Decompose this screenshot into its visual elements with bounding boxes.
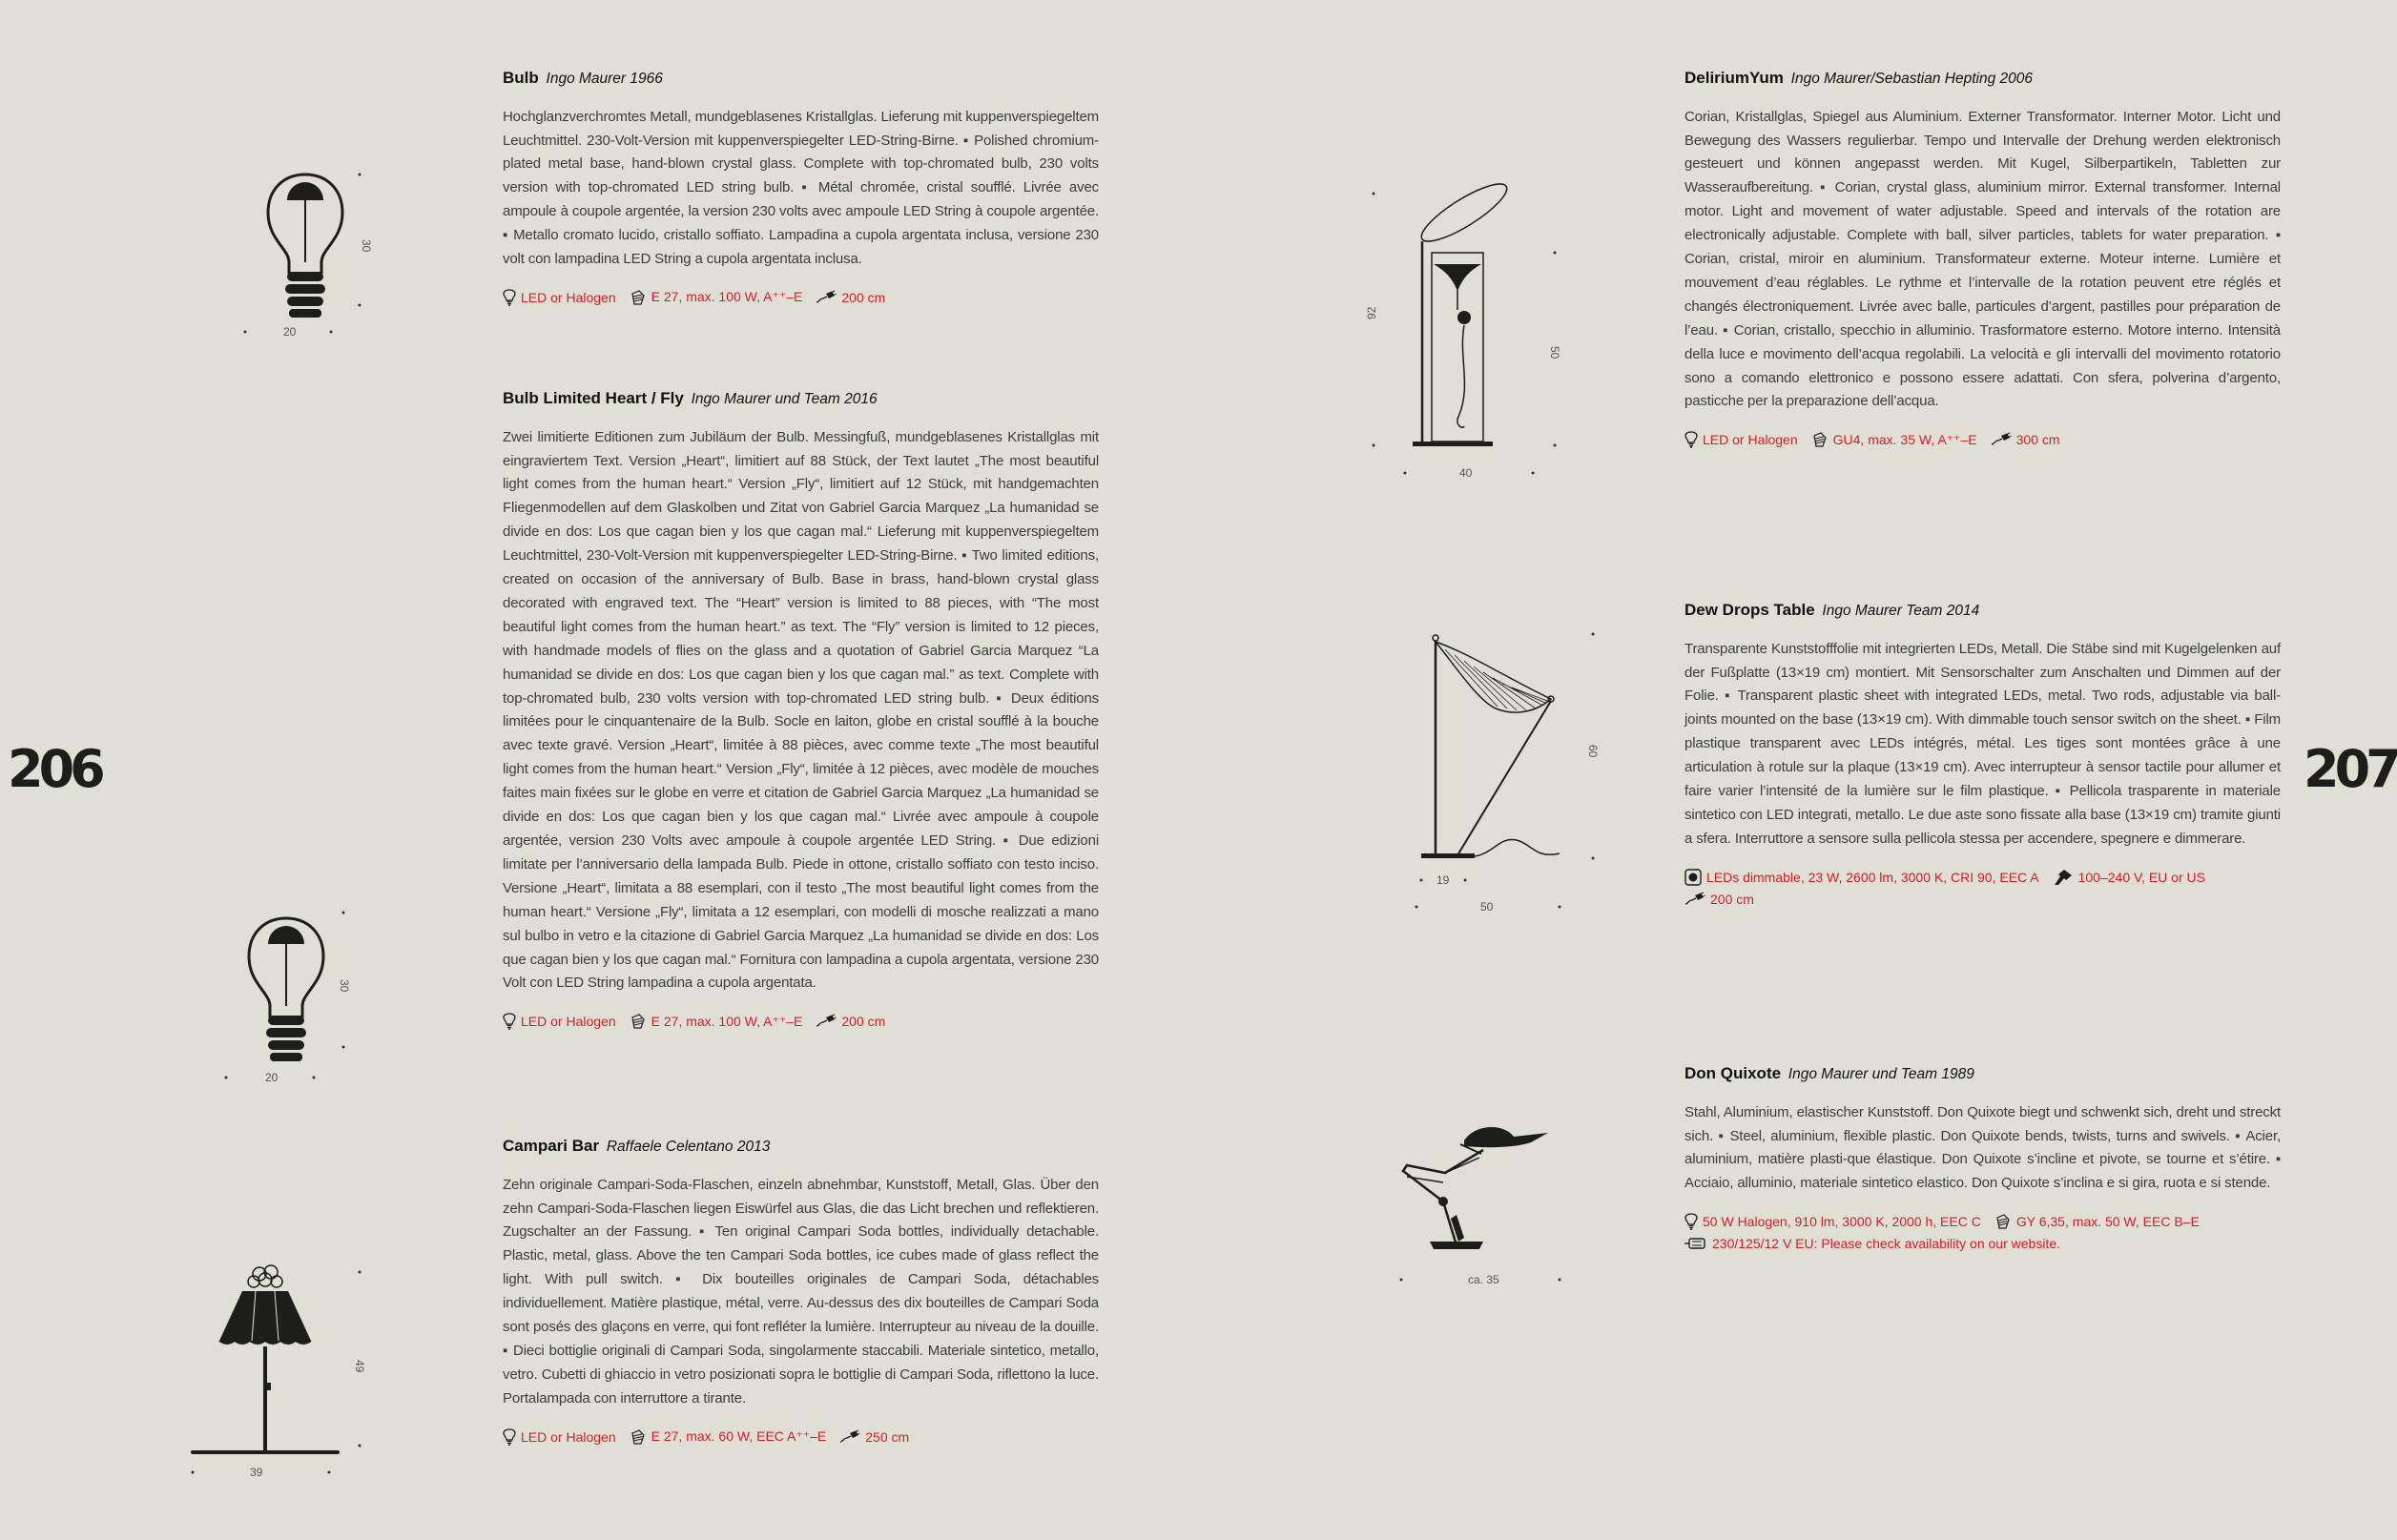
bulb-icon [503, 289, 516, 306]
product-name: Campari Bar [503, 1137, 600, 1155]
entry-delirium-yum [1684, 69, 2281, 448]
bulb-icon [503, 1428, 516, 1446]
socket-icon [630, 1014, 647, 1029]
product-name: Bulb Limited Heart / Fly [503, 389, 684, 407]
product-name: Dew Drops Table [1684, 601, 1815, 619]
product-name: Bulb [503, 69, 539, 87]
cable-icon [839, 1430, 860, 1444]
entry-title [1684, 601, 2281, 621]
transformer-icon [1684, 1237, 1707, 1250]
spec-cable: 200 cm [816, 1014, 885, 1029]
designer-credit: Ingo Maurer 1966 [546, 71, 663, 87]
entry-title [1684, 69, 2281, 89]
socket-icon [1994, 1214, 2012, 1229]
spec-transformer: 230/125/12 V EU: Please check availability on our website. [1684, 1236, 2060, 1251]
spec-cable: 250 cm [839, 1429, 909, 1445]
spec-lamp: LED or Halogen [1684, 431, 1798, 448]
bulb-limited-height-label: 30 [338, 979, 351, 993]
spec-row [503, 1428, 1099, 1446]
bulb-icon [503, 1013, 516, 1030]
product-name: Don Quixote [1684, 1064, 1782, 1082]
dew-drops-illustration [1393, 625, 1612, 920]
designer-credit: Raffaele Celentano 2013 [606, 1139, 771, 1155]
entry-title [503, 389, 1099, 409]
delirium-width-label: 40 [1459, 466, 1473, 480]
spec-lamp: 50 W Halogen, 910 lm, 3000 K, 2000 h, EEC C [1684, 1213, 1981, 1230]
spec-socket: E 27, max. 60 W, EEC A⁺⁺–E [630, 1428, 827, 1445]
entry-dew-drops-table [1684, 601, 2281, 907]
spec-socket: GU4, max. 35 W, A⁺⁺–E [1811, 432, 1977, 448]
dew-drops-base-label: 19 [1436, 873, 1450, 887]
designer-credit: Ingo Maurer Team 2014 [1822, 603, 1980, 619]
spec-row [503, 289, 1099, 306]
spec-cable: 200 cm [816, 290, 885, 305]
socket-icon [1811, 432, 1829, 447]
bulb-height-label: 30 [360, 239, 373, 253]
driver-icon [2053, 869, 2074, 886]
page-number-left: 206 [8, 739, 101, 799]
campari-width-label: 39 [250, 1466, 263, 1479]
bulb-icon [1684, 1213, 1698, 1230]
spec-cable: 300 cm [1991, 432, 2060, 447]
delirium-illustration [1359, 176, 1583, 491]
spec-socket: E 27, max. 100 W, A⁺⁺–E [630, 1014, 803, 1030]
entry-title [503, 69, 1099, 89]
bulb-limited-width-label: 20 [265, 1071, 279, 1084]
product-description: Zwei limitierte Editionen zum Jubiläum der Bulb. Messingfuß, mundgeblasenes Kristallglas mit eingraviertem Text. Version „Heart“, limitiert auf 88 Stück, der Text lautet „The most beautiful light comes from the human heart.“ Version „Fly“, limitiert auf 12 Stück, mit handgemachten Fliegenmodellen auf dem Glaskolben und Zitat von Gabriel Garcia Marquez „La humanidad se divide en dos: Los que cagan bien y los que cagan mal.“ Lieferung mit kuppenverspiegeltem Leuchtmittel, 230-Volt-Version mit kuppenverspiegelter LED-String-Birne. ▪ Two limited editions, created on occasion of the anniversary of Bulb. Base in brass, hand-blown crystal glass decorated with engraved text. The “Heart” version is limited to 88 pieces, with “The most beautiful light comes from the human heart.” as text. The “Fly” version is limited to 12 pieces, with handmade models of flies on the glass and a quotation of Gabriel Garcia Marquez “La humanidad se divide en dos: Los que cagan bien y los que cagan mal.” as text. Complete with top-chromated bulb, 230 volts version with top-chromated LED string bulb. ▪ Deux éditions limitées pour le cinquantenaire de la Bulb. Socle en laiton, globe en cristal soufflé à la bouche avec texte gravé. Version „Heart“, limitée à 88 pièces, avec comme texte „The most beautiful light comes from the human heart.“ Version „Fly“, limitée à 12 pièces, avec modèle de mouches faites main fixées sur le globe en verre et citation de Gabriel Garcia Marquez „La humanidad se divide en dos: Los que cagan bien y los que cagan mal.“ Livrée avec ampoule à coupole argentée, version 230 Volts avec ampoule à coupole argentée LED String. ▪ Due edizioni limitate per l’anniversario della lampada Bulb. Piede in ottone, cristallo soffiato con testo inciso. Versione „Heart“, limitata a 88 esemplari, con il testo „The most beautiful light comes from the human heart.“ Versione „Fly“, limitata a 12 esemplari, con modelli di mosche realizzati a mano sul bulbo in vetro e la citazione di Gabriel Garcia Marquez „La humanidad se divide en dos: Los que cagan bien y los que cagan mal.“ Fornitura con lampadina a cupola argentata, versione 230 Volt con LED String lampadina a cupola argentata. [503, 428, 1099, 992]
entry-bulb [503, 69, 1099, 306]
entry-title [1684, 1064, 2281, 1084]
delirium-height-total-label: 92 [1365, 306, 1378, 319]
product-description: Transparente Kunststofffolie mit integrierten LEDs, Metall. Die Stäbe sind mit Kugelgelenken auf der Fußplatte (13×19 cm) montiert. Mit Sensorschalter zum Anschalten und Dimmen auf der Folie. ▪ Transparent plastic sheet with integrated LEDs, metal. Two rods, adjustable via ball-joints mounted on the base (13×19 cm). With dimmable touch sensor switch on the sheet. ▪ Film plastique transparent avec LEDs intégrés, métal. Les tiges sont montées grâce à une articulation à rotule sur la plaque (13×19 cm). Avec interrupteur à sensor tactile pour allumer et faire varier l’intensité de la lumière sur le film plastique. ▪ Pellicola trasparente in materiale sintetico con LED integrati, metallo. Le due aste sono fissate alla base (13×19 cm) tramite giunti a sfera. Interruttore a sensore sulla pellicola stessa per accendere, spegnere e dimmerare. [1684, 640, 2281, 847]
campari-illustration [181, 1259, 372, 1478]
product-description: Stahl, Aluminium, elastischer Kunststoff. Don Quixote biegt und schwenkt sich, dreht und streckt sich. ▪ Steel, aluminium, flexible plastic. Don Quixote bends, twists, turns and swivels. ▪ Acier, aluminium, matière plasti-que élastique. Don Quixote s’incline et pivote, se tourne et s’étire. ▪ Acciaio, alluminio, materiale sintetico elastico. Don Quixote s’inclina e si gira, ruota e si stende. [1684, 1103, 2281, 1192]
spec-driver: 100–240 V, EU or US [2053, 869, 2205, 886]
entry-title [503, 1137, 1099, 1157]
bulb-width-label: 20 [283, 325, 297, 339]
spec-lamp: LED or Halogen [503, 1013, 616, 1030]
socket-icon [630, 1429, 647, 1445]
entry-campari-bar [503, 1137, 1099, 1446]
bulb-icon [1684, 431, 1698, 448]
spec-row [503, 1013, 1099, 1030]
spec-cable: 200 cm [1684, 892, 1754, 907]
delirium-height-box-label: 50 [1548, 346, 1561, 359]
designer-credit: Ingo Maurer und Team 2016 [691, 391, 878, 407]
spec-lamp: LED or Halogen [503, 289, 616, 306]
bulb-limited-illustration [215, 901, 358, 1092]
cable-icon [816, 1015, 837, 1028]
don-quixote-width-label: ca. 35 [1468, 1273, 1499, 1286]
campari-height-label: 49 [353, 1360, 366, 1373]
cable-icon [1684, 893, 1705, 906]
entry-bulb-limited [503, 389, 1099, 1030]
entry-don-quixote [1684, 1064, 2281, 1251]
product-description: Zehn originale Campari-Soda-Flaschen, einzeln abnehmbar, Kunststoff, Metall, Glas. Über den zehn Campari-Soda-Flaschen liegen Eiswürfel aus Glas, die das Licht brechen und reflektieren. Zugschalter an der Fassung. ▪ Ten original Campari Soda bottles, individually detachable. Plastic, metal, glass. Above the ten Campari Soda bottles, ice cubes made of glass reflect the light. With pull switch. ▪ Dix bouteilles originales de Campari Soda, détachables individuellement. Matière plastique, métal, verre. Au-dessus des dix bouteilles de Campari Soda sont posés des glaçons en verre, qui font refléter la lumière. Interrupteur au niveau de la douille. ▪ Dieci bottiglie originali di Campari Soda, singolarmente staccabili. Materiale sintetico, metallo, vetro. Cubetti di ghiaccio in vetro posizionati sopra le bottiglie di Campari Soda, riflettono la luce. Portalampada con interruttore a tirante. [503, 1176, 1099, 1407]
spec-row [1684, 869, 2281, 907]
cable-icon [1991, 433, 2012, 446]
designer-credit: Ingo Maurer/Sebastian Hepting 2006 [1790, 71, 2033, 87]
spec-lamp: LEDs dimmable, 23 W, 2600 lm, 3000 K, CRI 90, EEC A [1684, 869, 2039, 886]
spec-lamp: LED or Halogen [503, 1428, 616, 1446]
product-description: Corian, Kristallglas, Spiegel aus Aluminium. Externer Transformator. Interner Motor. Licht und Bewegung des Wassers regulierbar. Tempo und Intervalle der Drehung werden elektronisch gesteuert und können angepasst werden. Mit Kugel, Silberpartikeln, Tabletten zur Wasseraufbereitung. ▪ Corian, crystal glass, aluminium mirror. External transformer. Internal motor. Light and movement of water adjustable. Speed and intervals of the rotation are electronically adjustable. Complete with ball, silver particles, tablets for water preparation. ▪ Corian, cristal, miroir en aluminium. Transformateur externe. Moteur interne. Lumière et mouvement d’eau réglables. Le rythme et l’intervalle de la rotation peuvent etre réglés et changés électroniquement. Livrée avec balle, particules d’argent, pastilles pour préparation de l’eau. ▪ Corian, cristallo, specchio in alluminio. Trasformatore esterno. Motore interno. Intensità della luce e movimento dell’acqua regolabili. La velocità e gli intervalli del movimento rotatorio sono a comando elettronico e possono essere adattati. Con sfera, polverina d’argento, pasticche per la preparazione dell’acqua. [1684, 108, 2281, 410]
spec-row [1684, 431, 2281, 448]
bulb-illustration [234, 157, 377, 348]
dew-drops-width-label: 50 [1480, 900, 1494, 914]
don-quixote-illustration [1388, 1116, 1593, 1292]
product-description: Hochglanzverchromtes Metall, mundgeblasenes Kristallglas. Lieferung mit kuppenverspiegeltem Leuchtmittel. 230-Volt-Version mit kuppenverspiegelter LED-String-Birne. ▪ Polished chromium-plated metal base, hand-blown crystal glass. Complete with top-chromated bulb, 230 volts version with top-chromated LED string bulb. ▪ Métal chromée, cristal soufflé. Livrée avec ampoule à coupole argentée, la version 230 volts avec ampoule LED String à coupole argentée. ▪ Metallo cromato lucido, cristallo soffiato. Lampadina a cupola argentata inclusa, versione 230 volt con lampadina LED String a cupola argentata inclusa. [503, 108, 1100, 268]
spec-socket: E 27, max. 100 W, A⁺⁺–E [630, 289, 803, 305]
cable-icon [816, 291, 837, 304]
product-name: DeliriumYum [1684, 69, 1784, 87]
dew-drops-height-label: 60 [1586, 745, 1600, 758]
spec-row [1684, 1213, 2281, 1251]
dimmer-icon [1684, 869, 1702, 886]
socket-icon [630, 290, 647, 305]
page-number-right: 207 [2304, 739, 2397, 799]
designer-credit: Ingo Maurer und Team 1989 [1787, 1066, 1974, 1082]
spec-socket: GY 6,35, max. 50 W, EEC B–E [1994, 1214, 2200, 1229]
